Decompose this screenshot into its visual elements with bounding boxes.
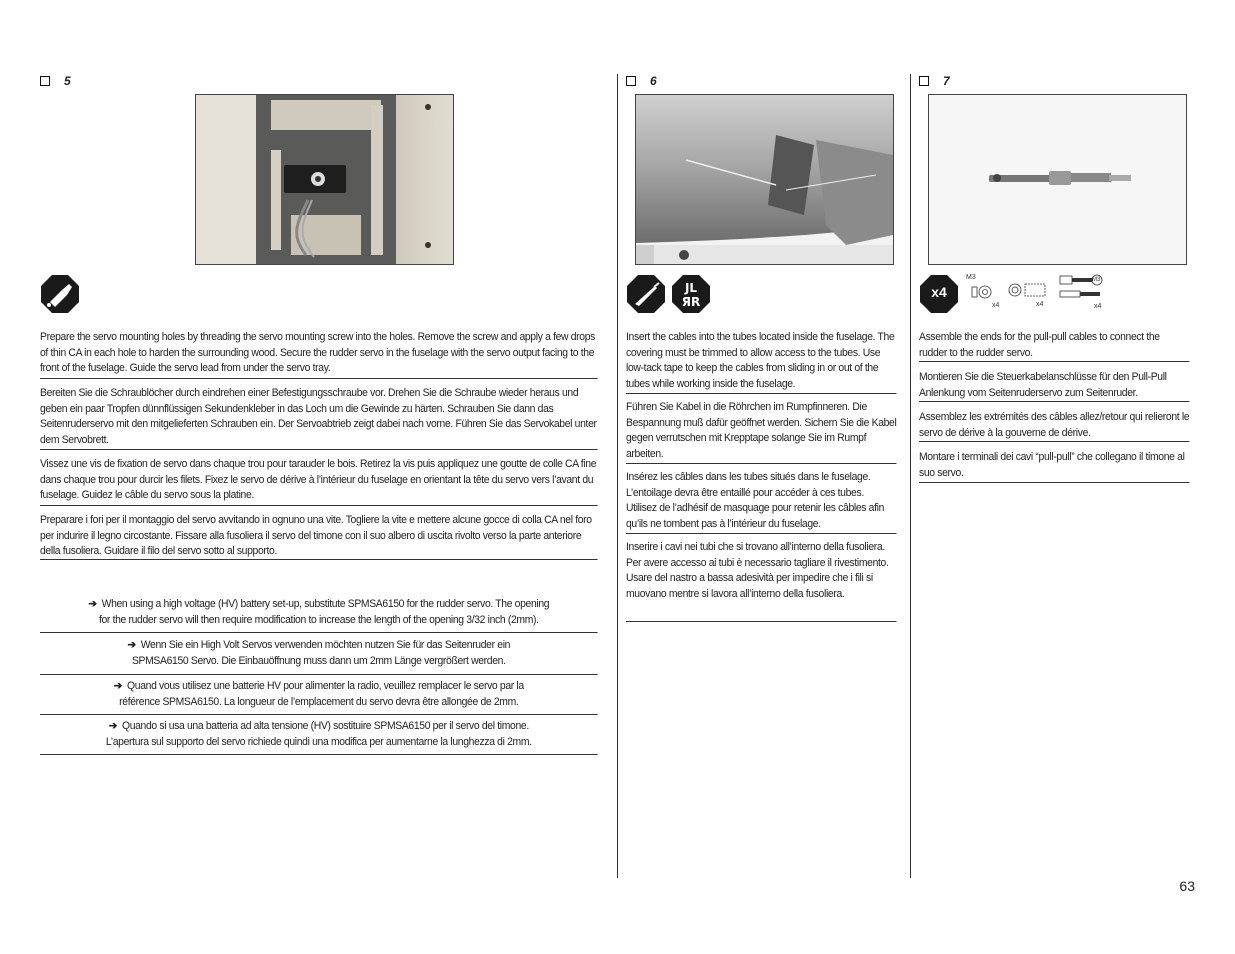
quantity-multiplier: x4	[931, 284, 947, 300]
step-5-paragraph-de: Bereiten Sie die Schraublöcher durch eindrehen einer Befestigungsschraube vor. Drehen Sie die Schraube wieder heraus und geben ein paar Tropfen dünnflüssigen Sekundenkleber in das Loch um die Gewinde zu härten. Schrauben Sie dann das Seitenruderservo mit den mitgelieferten Schrauben ein. Der Servoabtrieb zeigt dabei nach vorne. Führen Sie das Servokabel unter dem Servobrett.	[40, 382, 598, 450]
step-5-note-it: ➔ Quando si usa una batteria ad alta tensione (HV) sostituire SPMSA6150 per il servo del timone. L’apertura sul supporto del servo richiede quindi una modifica per aumentarne la lunghezza di 2mm.	[40, 715, 598, 755]
step-5-paragraph-it: Preparare i fori per il montaggio del servo avvitando in ognuno una vite. Togliere la vite e mettere alcune gocce di colla CA nel foro per indurire il legno circostante. Fissare alla fusoliera il servo del timone con il suo albero di uscita rivolto verso la parte anteriore della fusoliera. Guidare il filo del servo sotto al supporto.	[40, 509, 598, 560]
rudder-control-icon	[671, 274, 711, 314]
svg-text:JL: JL	[684, 281, 698, 295]
clevis-quantity: x4	[1036, 301, 1044, 308]
cutting-knife-icon	[626, 274, 666, 314]
page-number: 63	[1179, 878, 1195, 894]
step-5-paragraph-en: Prepare the servo mounting holes by threading the servo mounting screw into the holes. Remove the screw and apply a few drops of thin CA in each hole to harden the surrounding wood. Secure the rudder servo in the fuselage with the servo output facing to the front of the fuselage. Guide the servo lead from under the servo tray.	[40, 326, 598, 379]
step-6-paragraph-it: Inserire i cavi nei tubi che si trovano all’interno della fusoliera. Per avere accesso ai tubi è necessario tagliare il rivestimento. Usare del nastro a bassa adesività per impedire che i fili si muovano mentre si lavora all’interno della fusoliera.	[626, 536, 896, 622]
step-6-column	[626, 74, 902, 600]
step-5-paragraph-fr: Vissez une vis de fixation de servo dans chaque trou pour tarauder le bois. Retirez la vis puis appliquez une goutte de colle CA fine dans chaque trou pour durcir les filets. Fixez le servo de dérive à l’intérieur du fuselage en orientant la tête du servo vers l’avant du fuselage. Guidez le câble du servo sous la platine.	[40, 453, 598, 506]
step-7-paragraph-it: Montare i terminali dei cavi “pull-pull” che collegano il timone al suo servo.	[919, 446, 1189, 483]
arrow-icon: ➔	[88, 598, 97, 610]
step-6-paragraph-en: Insert the cables into the tubes located inside the fuselage. The covering must be trimmed to allow access to the tubes. Use low-tack tape to keep the cables from sliding in or out of the tubes while working inside the fuselage.	[626, 326, 896, 394]
step-5-column	[40, 74, 609, 748]
step-5-note-de: ➔ Wenn Sie ein High Volt Servos verwenden möchten nutzen Sie für das Seitenruder ein SPMSA6150 Servo. Die Einbauöffnung muss dann um 2mm Länge vergrößert werden.	[40, 634, 598, 675]
nut-quantity: x4	[992, 302, 1000, 309]
step-7-checkbox[interactable]	[919, 76, 929, 86]
step-6-number: 6	[650, 74, 657, 88]
step-5-note-en: ➔ When using a high voltage (HV) battery set-up, substitute SPMSA6150 for the rudder servo. The opening for the rudder servo will then require modification to increase the length of the opening 3/32 inch (2mm).	[40, 593, 598, 633]
step-7-photo	[928, 94, 1187, 265]
step-5-photo	[195, 94, 454, 265]
step-7-paragraph-en: Assemble the ends for the pull-pull cables to connect the rudder to the rudder servo.	[919, 326, 1189, 362]
ca-glue-icon	[40, 274, 80, 314]
step-6-checkbox[interactable]	[626, 76, 636, 86]
coupler-label: M3	[1092, 277, 1101, 283]
step-7-paragraph-de: Montieren Sie die Steuerkabelanschlüsse für den Pull-Pull Anlenkung vom Seitenruderservo zum Seitenruder.	[919, 366, 1189, 402]
arrow-icon: ➔	[113, 680, 123, 692]
arrow-icon: ➔	[108, 720, 118, 732]
coupler-quantity: x4	[1094, 303, 1102, 310]
step-5-checkbox[interactable]	[40, 76, 50, 86]
arrow-icon: ➔	[127, 639, 136, 651]
step-5-note-fr: ➔ Quand vous utilisez une batterie HV pour alimenter la radio, veuillez remplacer le servo par la référence SPMSA6150. La longueur de l’emplacement du servo devra être allongée de 2mm.	[40, 675, 598, 715]
step-6-paragraph-de: Führen Sie Kabel in die Röhrchen im Rumpfinneren. Die Bespannung muß dafür geöffnet werden. Sichern Sie die Kabel gegen verrutschen mit Krepptape solange Sie im Rumpf arbeiten.	[626, 396, 896, 464]
step-5-number: 5	[64, 74, 71, 88]
step-6-header	[626, 74, 902, 88]
svg-text:ЯR: ЯR	[681, 295, 701, 309]
step-7-number: 7	[943, 74, 950, 88]
column-divider-2	[910, 74, 911, 878]
step-6-paragraph-fr: Insérez les câbles dans les tubes situés dans le fuselage. L’entoilage devra être entaillé pour accéder à ces tubes. Utilisez de l’adhésif de masquage pour retenir les câbles afin qu’ils ne tombent pas à l’intérieur du fuselage.	[626, 466, 896, 534]
column-divider-1	[617, 74, 618, 878]
nut-label: M3	[966, 274, 976, 281]
step-7-column	[919, 74, 1195, 479]
clevis-icon	[1008, 282, 1048, 298]
hex-nut-icon	[971, 284, 993, 300]
step-7-paragraph-fr: Assemblez les extrémités des câbles allez/retour qui relieront le servo de dérive à la gouverne de dérive.	[919, 406, 1189, 442]
step-6-photo	[635, 94, 894, 265]
step-7-header	[919, 74, 1195, 88]
step-5-header	[40, 74, 609, 88]
